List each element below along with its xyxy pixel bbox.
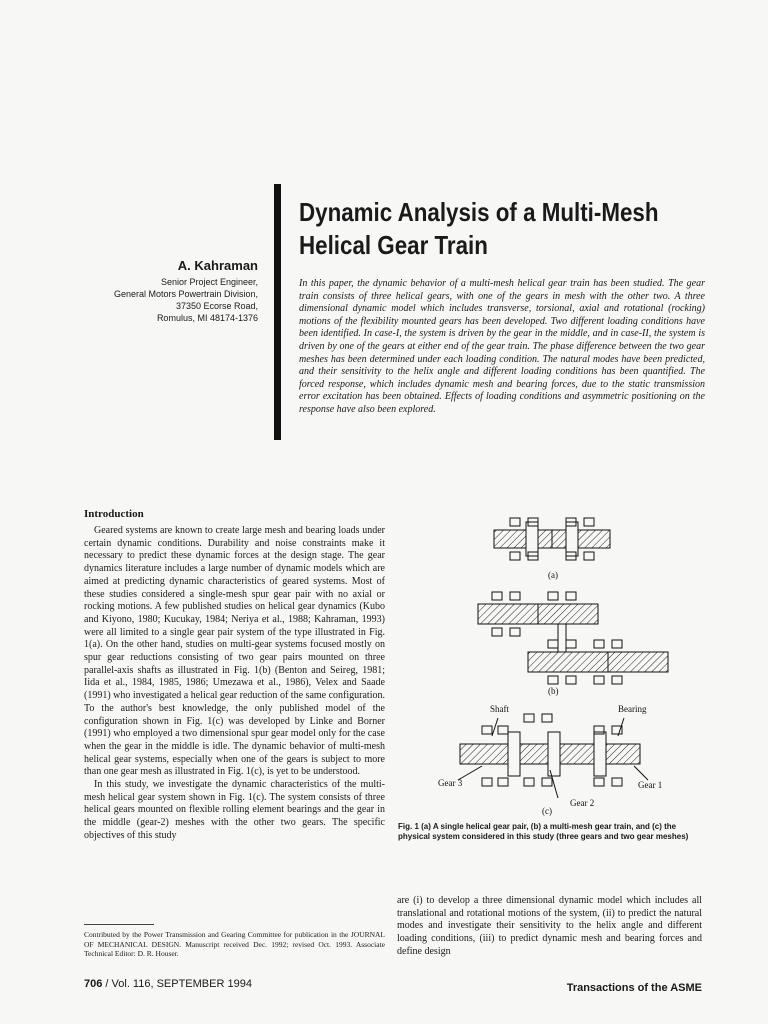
author-affiliation-3: 37350 Ecorse Road, xyxy=(175,301,258,311)
author-affiliation-4: Romulus, MI 48174-1376 xyxy=(156,313,258,323)
volume-issue: / Vol. 116, SEPTEMBER 1994 xyxy=(102,978,252,990)
label-gear3: Gear 3 xyxy=(438,778,463,788)
title-line-1: Dynamic Analysis of a Multi-Mesh xyxy=(299,197,659,227)
label-bearing: Bearing xyxy=(618,704,647,714)
author-block xyxy=(114,258,258,324)
label-a: (a) xyxy=(548,570,558,580)
label-shaft: Shaft xyxy=(490,704,509,714)
section-heading-introduction: Introduction xyxy=(84,508,144,520)
intro-paragraph-2: In this study, we investigate the dynamic characteristics of the multi-mesh helical gear system shown in Fig. 1(c). The system consists of three helical gears mounted on flexible rolling element bearings and the gear in the middle (gear-2) meshes with the other two gears. The specific objectives of this study xyxy=(84,779,385,841)
diagram-b-multi-mesh-train xyxy=(478,592,668,684)
author-name: A. Kahraman xyxy=(177,258,258,273)
paper-title xyxy=(299,196,695,262)
page-footer-left xyxy=(84,978,252,990)
objectives-paragraph: are (i) to develop a three dimensional dynamic model which includes all translational and rotational motions of the system, (ii) to predict the natural modes and investigate their sensitivity to the helix angle and different loading conditions, (iii) to predict dynamic mesh and bearing forces and define design xyxy=(397,895,702,957)
title-accent-bar xyxy=(274,184,281,440)
figure-1-caption: Fig. 1 (a) A single helical gear pair, (b) a multi-mesh gear train, and (c) the physical system considered in this study (three gears and two gear meshes) xyxy=(398,822,689,841)
label-gear1: Gear 1 xyxy=(638,780,663,790)
label-gear2: Gear 2 xyxy=(570,798,595,808)
left-column-text xyxy=(84,525,385,843)
page-number: 706 xyxy=(84,978,103,990)
diagram-a-single-gear-pair xyxy=(494,518,610,560)
figure-1-gear-diagrams xyxy=(398,508,704,824)
label-c: (c) xyxy=(542,806,552,816)
author-affiliation-2: General Motors Powertrain Division, xyxy=(113,289,258,299)
right-column-text xyxy=(397,895,702,959)
footnote: Contributed by the Power Transmission and Gearing Committee for publication in the JOURNAL OF MECHANICAL DESIGN. Manuscript received Dec. 1992; revised Oct. 1993. Associate Technical Editor: D. R. Houser. xyxy=(84,930,385,958)
footnote-divider xyxy=(84,924,154,925)
intro-paragraph-1: Geared systems are known to create large mesh and bearing loads under certain dynamic conditions. Durability and noise constraints make it necessary to predict these dynamic forces at the design stage. The gear dynamics literature includes a large number of dynamic models which are aimed at predicting dynamic characteristics of geared systems. Most of these studies considered a single-mesh spur gear pair with no axial or rocking motions. A few published studies on helical gear dynamics (Kubo and Kiyono, 1980; Kucukay, 1984; Neriya et al., 1988; Kahraman, 1993) were all limited to a single gear pair system of the type illustrated in Fig. 1(a). On the other hand, studies on multi-gear systems focused mostly on spur gear reductions consisting of two gear pairs mounted on three parallel-axis shafts as illustrated in Fig. 1(b) (Benton and Seireg, 1981; Iida et al., 1984, 1985, 1986; Umezawa et al., 1986), Velex and Saade (1991) who investigated a helical gear reduction of the same configuration. To the author's best knowledge, the only published model of the configuration shown in Fig. 1(c) was developed by Linke and Borner (1991) who employed a two dimensional spur gear model only for the case when the gear in the middle is idle. The dynamic behavior of multi-mesh helical gear systems, especially when one of the gears is subject to more than one gear mesh as illustrated in Fig. 1(c), is yet to be understood. xyxy=(84,525,385,778)
diagram-c-three-gear-system xyxy=(458,714,648,798)
abstract: In this paper, the dynamic behavior of a multi-mesh helical gear train has been studied. The gear train consists of three helical gears, with one of the gears in mesh with the other two. A three dimensional dynamic model which includes transverse, torsional, axial and rotational (rocking) motions of the flexibility mounted gears has been developed. Two different loading conditions have been identified. In case-I, the system is driven by the gear in the middle, and in case-II, the system is driven by one of the gears at either end of the gear train. The phase difference between the two gear meshes has been determined under each loading condition. The natural modes have been predicted, and their sensitivity to the helix angle and different loading conditions has been quantified. The forced response, which includes dynamic mesh and bearing forces, due to the static transmission error excitation has been obtained. Effects of loading conditions and asymmetric positioning on the response have also been explored. xyxy=(299,278,705,415)
author-affiliation-1: Senior Project Engineer, xyxy=(160,277,258,287)
title-line-2: Helical Gear Train xyxy=(299,230,488,260)
journal-name: Transactions of the ASME xyxy=(566,982,702,994)
label-b: (b) xyxy=(548,686,559,696)
